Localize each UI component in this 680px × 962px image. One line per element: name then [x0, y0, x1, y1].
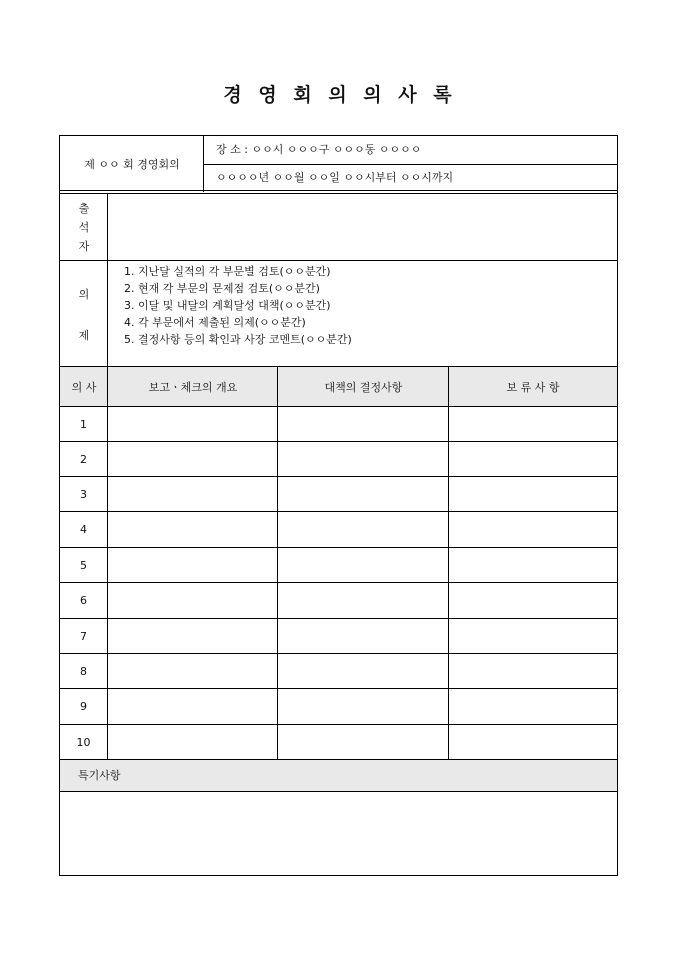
row-number: 8 — [80, 664, 87, 678]
meeting-number-label: 제 ㅇㅇ 회 경영회의 — [84, 158, 180, 171]
row-number: 9 — [80, 700, 87, 713]
col-header-pending: 보 류 사 항 — [506, 380, 560, 394]
meeting-place: 장 소 : ㅇㅇ시 ㅇㅇㅇ구 ㅇㅇㅇ동 ㅇㅇㅇㅇ — [216, 143, 422, 156]
agenda-item: 4. 각 부문에서 제출된 의제(ㅇㅇ분간) — [124, 316, 306, 329]
agenda-label-top: 의 — [78, 288, 90, 301]
agenda-item: 2. 현재 각 부문의 문제점 검토(ㅇㅇ분간) — [124, 282, 320, 295]
row-number: 10 — [76, 735, 91, 749]
col-header-decision: 대책의 결정사항 — [324, 380, 403, 394]
meeting-datetime: ㅇㅇㅇㅇ년 ㅇㅇ월 ㅇㅇ일 ㅇㅇ시부터 ㅇㅇ시까지 — [216, 171, 454, 184]
agenda-list — [124, 263, 352, 348]
row-number: 1 — [80, 417, 87, 431]
agenda-label-bottom: 제 — [78, 329, 90, 342]
row-number: 3 — [80, 487, 87, 501]
agenda-item: 5. 결정사항 등의 확인과 사장 코멘트(ㅇㅇ분간) — [124, 333, 352, 346]
attendees-field[interactable] — [108, 194, 617, 260]
row-number: 6 — [80, 594, 87, 607]
minutes-form — [59, 135, 618, 876]
row-number: 7 — [80, 629, 87, 643]
remarks-field[interactable] — [60, 792, 617, 875]
table-header — [60, 367, 617, 406]
agenda-item: 1. 지난달 실적의 각 부문별 검토(ㅇㅇ분간) — [124, 265, 331, 278]
col-header-report: 보고ㆍ체크의 개요 — [148, 380, 238, 394]
col-header-number: 의 사 — [71, 380, 97, 394]
remarks-label: 특기사항 — [60, 760, 617, 791]
attendance-label: 출 석 자 — [78, 201, 90, 253]
row-number: 5 — [80, 558, 87, 572]
agenda-item: 3. 이달 및 내달의 계획달성 대책(ㅇㅇ분간) — [124, 299, 331, 312]
row-number: 2 — [80, 452, 87, 466]
document-title: 경 영 회 의 의 사 록 — [223, 84, 457, 106]
row-number: 4 — [80, 523, 87, 536]
